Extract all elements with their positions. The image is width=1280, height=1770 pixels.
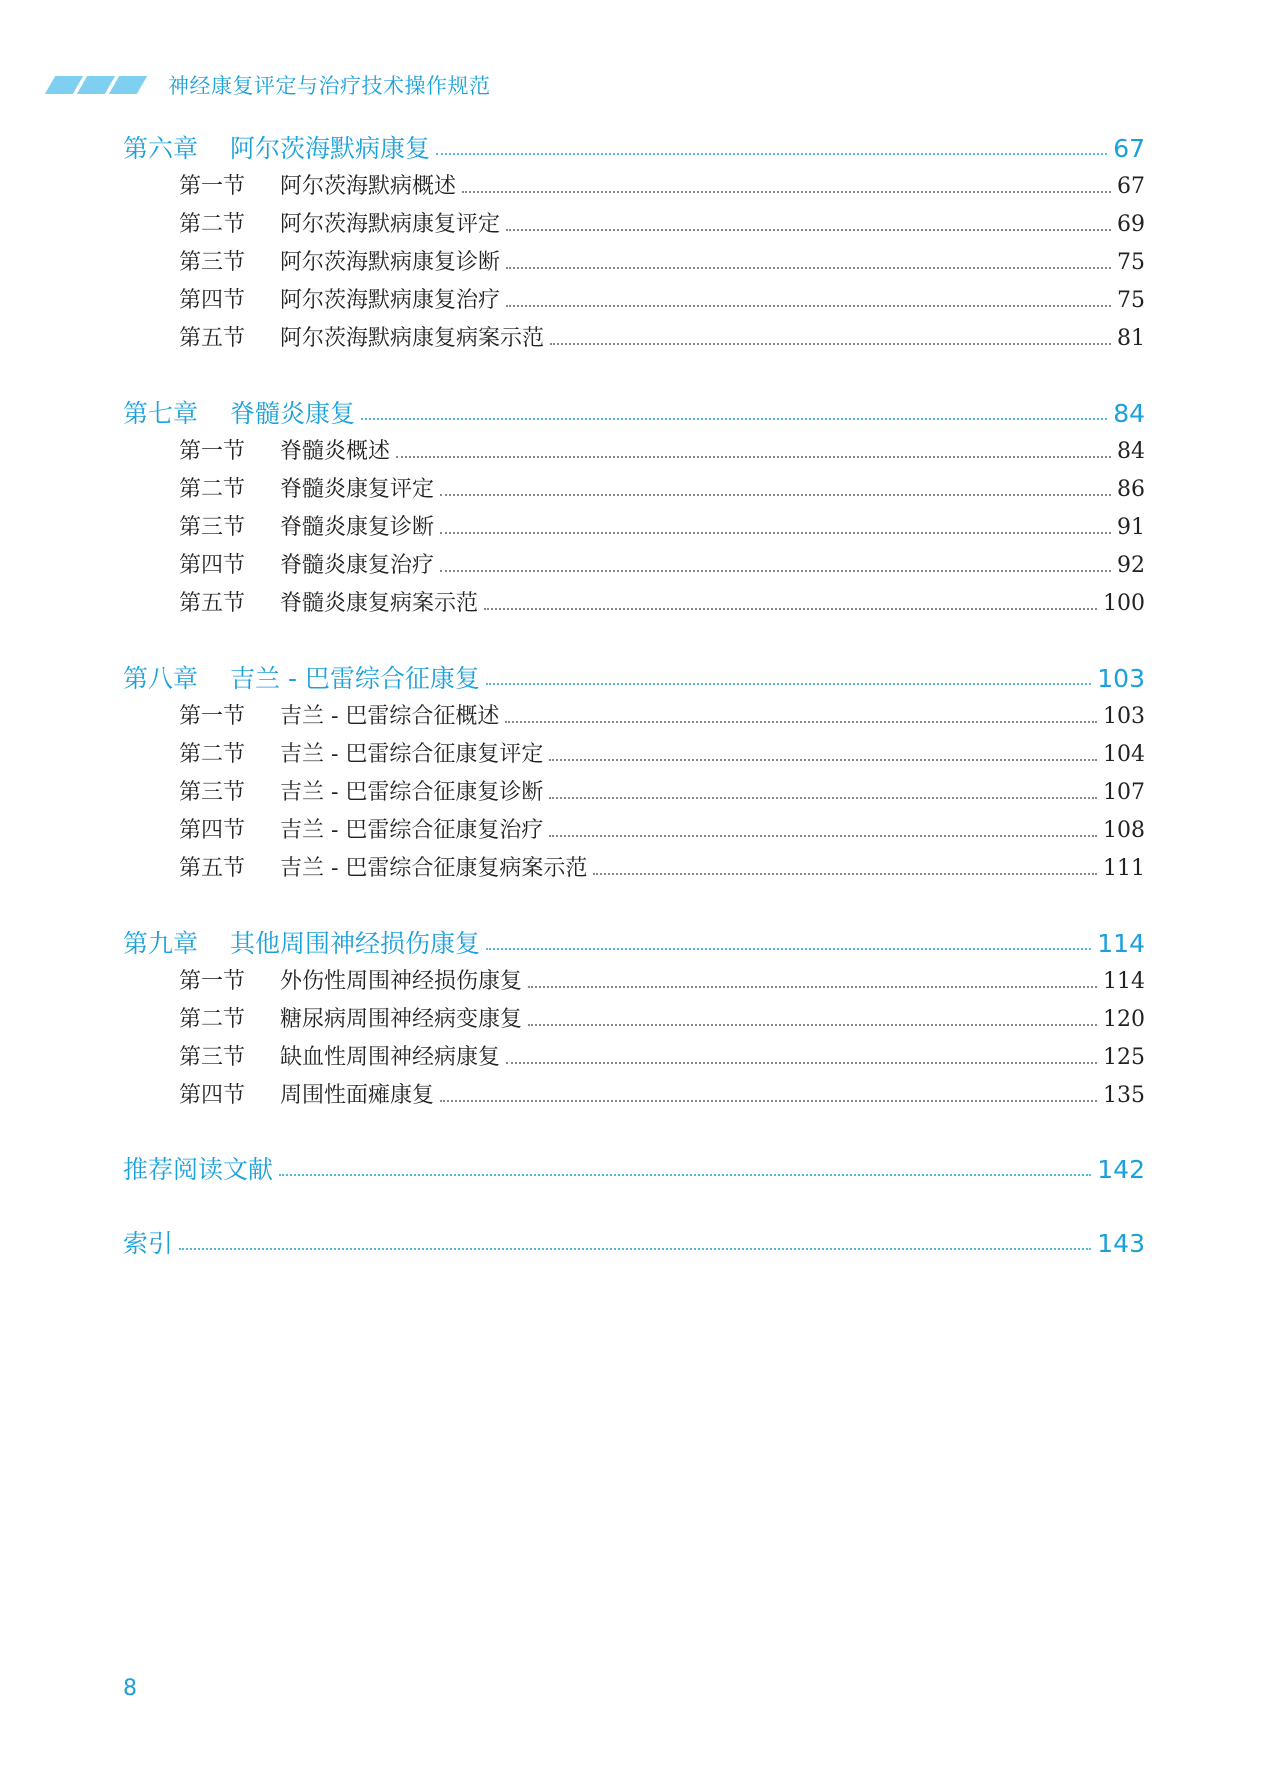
toc-chapter-7[interactable] [123,395,1145,433]
section-page: 69 [1117,212,1145,237]
section-page: 91 [1117,515,1145,540]
section-title: 吉兰 - 巴雷综合征康复治疗 [280,818,544,843]
dot-leader [528,985,1097,988]
chapter-title: 脊髓炎康复 [230,399,356,428]
toc-section[interactable] [123,244,1145,282]
section-title: 外伤性周围神经损伤康复 [280,969,523,994]
section-page: 86 [1117,477,1145,502]
section-page: 100 [1103,591,1145,616]
running-header [40,70,491,100]
header-stripes-decoration [40,76,150,94]
section-title: 脊髓炎概述 [280,439,391,464]
dot-leader [396,455,1111,458]
section-page: 75 [1117,250,1145,275]
section-page: 92 [1117,553,1145,578]
dot-leader [549,834,1097,837]
toc-section[interactable] [123,509,1145,547]
section-title: 脊髓炎康复治疗 [280,553,435,578]
section-page: 75 [1117,288,1145,313]
section-title: 吉兰 - 巴雷综合征康复评定 [280,742,544,767]
spacer [123,358,1145,395]
references-title: 推荐阅读文献 [123,1155,274,1184]
toc-section[interactable] [123,1039,1145,1077]
section-page: 67 [1117,174,1145,199]
section-label: 第一节 [179,174,246,199]
toc-section[interactable] [123,850,1145,888]
dot-leader [550,342,1111,345]
section-title: 吉兰 - 巴雷综合征康复诊断 [280,780,544,805]
dot-leader [361,417,1107,420]
chapter-title: 吉兰 - 巴雷综合征康复 [230,664,480,693]
section-page: 125 [1103,1045,1145,1070]
dot-leader [506,304,1111,307]
section-title: 阿尔茨海默病康复病案示范 [280,326,545,351]
toc-section[interactable] [123,547,1145,585]
toc-references[interactable] [123,1151,1145,1189]
section-title: 阿尔茨海默病康复评定 [280,212,501,237]
toc-section[interactable] [123,1077,1145,1115]
toc-section[interactable] [123,471,1145,509]
section-title: 缺血性周围神经病康复 [280,1045,501,1070]
section-page: 114 [1103,969,1145,994]
dot-leader [484,607,1097,610]
dot-leader [486,947,1091,950]
section-label: 第四节 [179,553,246,578]
dot-leader [506,1061,1097,1064]
section-page: 103 [1103,704,1145,729]
section-title: 脊髓炎康复评定 [280,477,435,502]
dot-leader [440,1099,1097,1102]
spacer [123,1189,1145,1225]
toc-section[interactable] [123,168,1145,206]
section-title: 阿尔茨海默病康复诊断 [280,250,501,275]
section-page: 81 [1117,326,1145,351]
chapter-page: 84 [1113,399,1145,428]
section-label: 第四节 [179,818,246,843]
chapter-page: 67 [1113,134,1145,163]
chapter-title: 其他周围神经损伤康复 [230,929,481,958]
section-page: 84 [1117,439,1145,464]
dot-leader [179,1247,1091,1250]
spacer [123,623,1145,660]
toc-section[interactable] [123,206,1145,244]
section-page: 107 [1103,780,1145,805]
toc-chapter-8[interactable] [123,660,1145,698]
toc-section[interactable] [123,433,1145,471]
section-label: 第五节 [179,591,246,616]
page-number: 8 [123,1676,137,1701]
dot-leader [528,1023,1097,1026]
dot-leader [549,796,1097,799]
table-of-contents [123,130,1145,1263]
toc-section[interactable] [123,282,1145,320]
section-page: 120 [1103,1007,1145,1032]
section-label: 第一节 [179,969,246,994]
dot-leader [486,682,1091,685]
section-page: 111 [1103,856,1145,881]
dot-leader [440,531,1111,534]
header-stripe [109,76,147,94]
dot-leader [436,152,1107,155]
section-label: 第二节 [179,742,246,767]
section-page: 104 [1103,742,1145,767]
section-title: 脊髓炎康复诊断 [280,515,435,540]
dot-leader [462,190,1111,193]
dot-leader [440,569,1111,572]
section-label: 第二节 [179,1007,246,1032]
dot-leader [440,493,1111,496]
section-title: 吉兰 - 巴雷综合征概述 [280,704,500,729]
index-page: 143 [1097,1229,1145,1258]
section-title: 糖尿病周围神经病变康复 [280,1007,523,1032]
dot-leader [506,228,1111,231]
section-label: 第三节 [179,250,246,275]
section-page: 135 [1103,1083,1145,1108]
section-label: 第二节 [179,477,246,502]
toc-chapter-6[interactable] [123,130,1145,168]
section-label: 第五节 [179,326,246,351]
dot-leader [549,758,1097,761]
references-page: 142 [1097,1155,1145,1184]
section-label: 第三节 [179,780,246,805]
chapter-page: 114 [1097,929,1145,958]
spacer [123,888,1145,925]
dot-leader [506,266,1111,269]
section-title: 吉兰 - 巴雷综合征康复病案示范 [280,856,588,881]
dot-leader [505,720,1097,723]
section-label: 第一节 [179,439,246,464]
toc-section[interactable] [123,1001,1145,1039]
chapter-label: 第八章 [123,664,199,693]
chapter-label: 第七章 [123,399,199,428]
chapter-label: 第九章 [123,929,199,958]
section-page: 108 [1103,818,1145,843]
section-title: 脊髓炎康复病案示范 [280,591,479,616]
toc-section[interactable] [123,585,1145,623]
section-label: 第四节 [179,288,246,313]
toc-section[interactable] [123,963,1145,1001]
section-title: 周围性面瘫康复 [280,1083,435,1108]
section-title: 阿尔茨海默病概述 [280,174,457,199]
section-title: 阿尔茨海默病康复治疗 [280,288,501,313]
section-label: 第一节 [179,704,246,729]
index-title: 索引 [123,1229,174,1258]
section-label: 第二节 [179,212,246,237]
book-title: 神经康复评定与治疗技术操作规范 [168,74,491,98]
section-label: 第三节 [179,1045,246,1070]
toc-section[interactable] [123,812,1145,850]
dot-leader [279,1173,1091,1176]
toc-section[interactable] [123,736,1145,774]
toc-section[interactable] [123,774,1145,812]
toc-section[interactable] [123,698,1145,736]
section-label: 第五节 [179,856,246,881]
chapter-page: 103 [1097,664,1145,693]
spacer [123,1115,1145,1151]
chapter-label: 第六章 [123,134,199,163]
section-label: 第三节 [179,515,246,540]
toc-section[interactable] [123,320,1145,358]
toc-chapter-9[interactable] [123,925,1145,963]
section-label: 第四节 [179,1083,246,1108]
dot-leader [593,872,1097,875]
chapter-title: 阿尔茨海默病康复 [230,134,431,163]
toc-index[interactable] [123,1225,1145,1263]
